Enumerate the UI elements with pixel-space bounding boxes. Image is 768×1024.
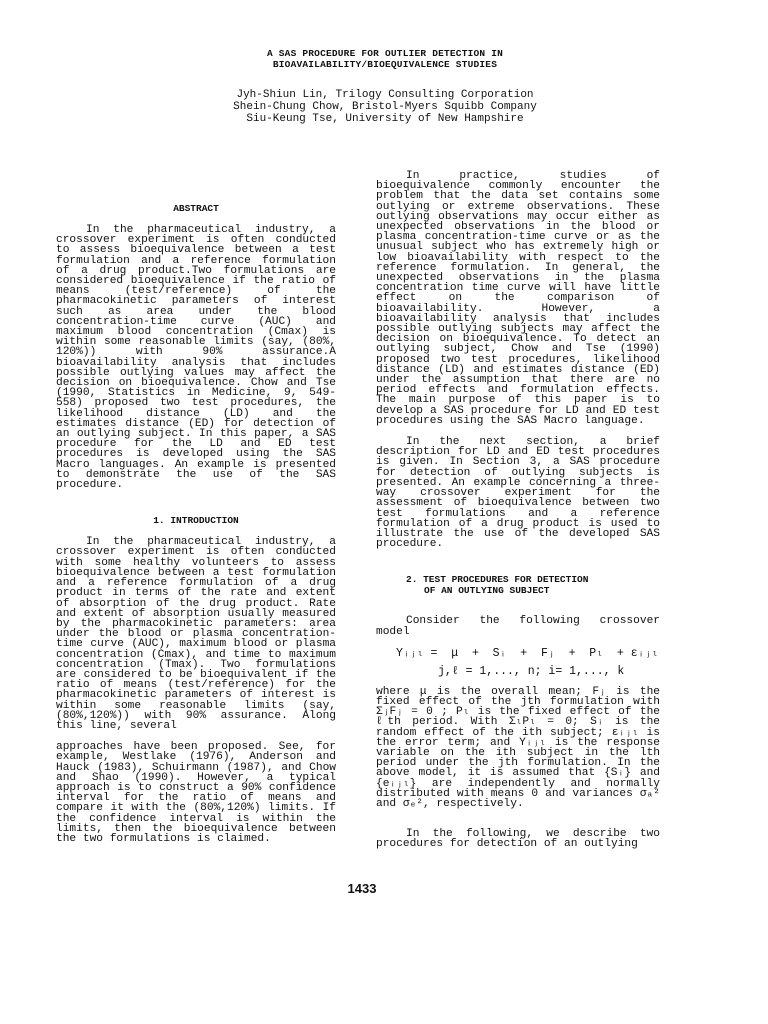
paper-title-line-1: A SAS PROCEDURE FOR OUTLIER DETECTION IN	[266, 48, 504, 59]
model-index-range: j,ℓ = 1,..., n; i= 1,..., k	[438, 664, 625, 678]
author-2: Shein-Chung Chow, Bristol-Myers Squibb Company	[233, 101, 537, 113]
author-1: Jyh-Shiun Lin, Trilogy Consulting Corporation	[236, 89, 534, 101]
abstract-heading: ABSTRACT	[173, 203, 219, 214]
right-column	[376, 171, 660, 850]
section-2-heading-line-1: 2. TEST PROCEDURES FOR DETECTION	[406, 574, 589, 586]
model-definition-paragraph: where μ is the overall mean; Fⱼ is the fixed effect of the jth formulation with ΣⱼFⱼ = 0 ; Pₗ is the fixed effect of the ℓth period. With ΣₗPₗ = 0; Sᵢ is the random effect of the ith subject; εᵢⱼₗ is the error term; and Yᵢⱼₗ is the response variable on the ith subject in the lth period under the jth formulation. In the above model, it is assumed that {Sᵢ} and {eᵢⱼₗ} are independently and normally distributed with means 0 and variances σₐ² and σₑ², respectively.	[376, 685, 660, 810]
page-number: 1433	[347, 881, 377, 896]
left-column	[56, 203, 336, 844]
introduction-paragraph-1: In the pharmaceutical industry, a crossover experiment is often conducted with some healthy volunteers to assess bioequivalence between a test formulation and a reference formulation of a drug product in terms of the rate and extent of absorption of the drug product. Rate and extent of absorption usually measured by the pharmacokinetic parameters: area under the blood or plasma concentration-time curve (AUC), maximum blood or plasma concentration (Cmax), and time to maximum concentration (Tmax). Two formulations are considered to be bioequivalent if the ratio of means (test/reference) for the pharmacokinetic parameters of interest is within some reasonable limits (say, (80%,120%)) with 90% assurance. Along this line, several	[56, 536, 336, 732]
following-paragraph: In the following, we describe two procedures for detection of an outlying	[376, 828, 660, 851]
title-block	[120, 48, 650, 125]
section-2-heading-line-2: OF AN OUTLYING SUBJECT	[424, 585, 550, 597]
paper-title-line-2: BIOAVAILABILITY/BIOEQUIVALENCE STUDIES	[272, 59, 498, 70]
next-section-paragraph: In the next section, a brief description for LD and ED test procedures is given. In Section 3, a SAS procedure for detection of outlying subjects is presented. An example concerning a three-way crossover experiment for the assessment of bioequivalence between two test formulations and a reference formulation of a drug product is used to illustrate the use of the developed SAS procedure.	[376, 436, 660, 551]
practice-paragraph: In practice, studies of bioequivalence commonly encounter the problem that the data set contains some outlying or extreme observations. These outlying observations may occur either as unexpected observations in the blood or plasma concentration-time curve or as the unusual subject who has extremely high or low bioavailability with respect to the reference formulation. In general, the unexpected observations in the plasma concentration time curve will have little effect on the comparison of bioavailability. However, a bioavailability analysis that includes possible outlying subjects may affect the decision on bioequivalence. To detect an outlying subject, Chow and Tse (1990) proposed two test procedures, likelihood distance (LD) and estimates distance (ED) under the assumption that there are no period effects and formulation effects. The main purpose of this paper is to develop a SAS procedure for LD and ED test procedures using the SAS Macro language.	[376, 170, 660, 427]
introduction-paragraph-2: approaches have been proposed. See, for example, Westlake (1976), Anderson and Hauck (1983), Schuirmann (1987), and Chow and Shao (1990). However, a typical approach is to construct a 90% confidence interval for the ratio of means and compare it with the (80%,120%) limits. If the confidence interval is within the limits, then the bioequivalence between the two formulations is claimed.	[56, 741, 336, 845]
introduction-heading: 1. INTRODUCTION	[153, 515, 239, 527]
author-3: Siu-Keung Tse, University of New Hampshire	[246, 113, 524, 125]
abstract-text: In the pharmaceutical industry, a crossover experiment is often conducted to assess bioequivalence between a test formulation and a reference formulation of a drug product.Two formulations are considered bioequivalence if the ratio of means (test/reference) of the pharmacokinetic parameters of interest such as area under the blood concentration-time curve (AUC) and maximum blood concentration (Cmax) is within some reasonable limits (say, (80%, 120%)) with 90% assurance.A bioavailability analysis that includes possible outlying values may affect the decision on bioequivalence. Chow and Tse (1990, Statistics in Medicine, 9, 549-558) proposed two test procedures, the likelihood distance (LD) and the estimates distance (ED) for detection of an outlying subject. In this paper, a SAS procedure for the LD and ED test procedures is developed using the SAS Macro languages. An example is presented to demonstrate the use of the SAS procedure.	[56, 224, 336, 492]
model-intro-text: Consider the following crossover model	[376, 615, 660, 638]
model-equation: Yᵢⱼₗ = μ + Sᵢ + Fⱼ + Pₗ + εᵢⱼₗ	[396, 646, 659, 660]
author-list	[120, 89, 650, 125]
crossover-model-equation	[376, 646, 660, 687]
